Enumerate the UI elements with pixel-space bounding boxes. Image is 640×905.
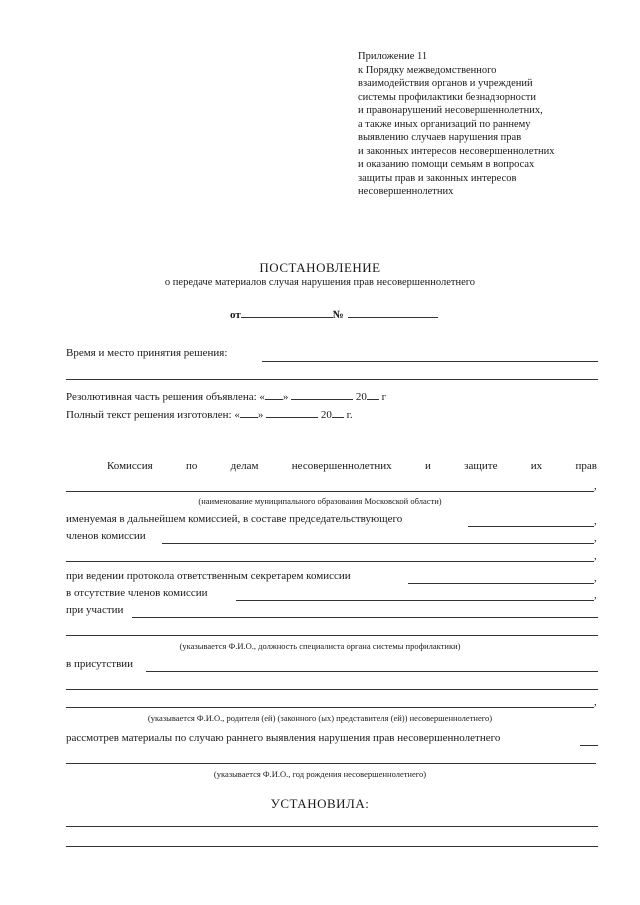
number-blank[interactable] <box>348 305 438 318</box>
caption-specialist: (указывается Ф.И.О., должность специалиста органа системы профилактики) <box>179 641 461 651</box>
time-place-label: Время и место принятия решения: <box>66 347 228 359</box>
appendix-line: и правонарушений несовершеннолетних, <box>358 105 543 116</box>
commission-word: и <box>424 460 431 472</box>
appendix-line: системы профилактики безнадзорности <box>358 91 536 103</box>
established-heading: УСТАНОВИЛА: <box>270 796 370 811</box>
presence-label: в присутствии <box>66 658 134 670</box>
comma: , <box>594 532 597 544</box>
appendix-block <box>358 50 628 199</box>
appendix-line: взаимодействия органов и учреждений <box>358 78 533 89</box>
commission-word: их <box>530 460 543 472</box>
ot-label: от <box>230 309 241 321</box>
year-prefix: 20 <box>320 409 332 421</box>
commission-word: делам <box>230 460 259 472</box>
commission-word: Комиссия <box>107 460 153 472</box>
caption-parents: (указывается Ф.И.О., родителя (ей) (законного (ых) представителя (ей)) несовершеннолетнего) <box>147 713 493 723</box>
full-text-label: Полный текст решения изготовлен: « <box>66 409 240 421</box>
comma: , <box>594 480 597 492</box>
chairman-blank[interactable] <box>468 526 594 527</box>
commission-word: прав <box>575 460 597 472</box>
comma: , <box>594 696 597 708</box>
appendix-line: а также иных организаций по раннему <box>358 118 531 130</box>
quote-close: » <box>257 409 264 421</box>
time-place-blank[interactable] <box>262 361 598 362</box>
hereinafter-label: именуемая в дальнейшем комиссией, в составе председательствующего <box>66 513 403 525</box>
full-text-line <box>66 405 353 421</box>
secretary-label: при ведении протокола ответственным секретарем комиссии <box>66 570 351 582</box>
absence-blank[interactable] <box>236 600 594 601</box>
considered-blank[interactable] <box>580 745 598 746</box>
members-blank-2[interactable] <box>66 561 594 562</box>
time-place-blank-2[interactable] <box>66 379 598 380</box>
appendix-line: несовершеннолетних <box>358 186 454 197</box>
comma: , <box>594 550 597 562</box>
members-label: членов комиссии <box>66 530 146 542</box>
commission-line <box>107 460 597 472</box>
year-suffix: г. <box>346 409 353 421</box>
participation-label: при участии <box>66 604 124 616</box>
date-number-line <box>230 305 438 321</box>
participation-blank-2[interactable] <box>66 635 598 636</box>
commission-word: несовершеннолетних <box>291 460 392 472</box>
appendix-line: и оказанию помощи семьям в вопросах <box>358 159 535 170</box>
full-month-blank[interactable] <box>266 405 318 418</box>
secretary-blank[interactable] <box>408 583 594 584</box>
appendix-line: Приложение 11 <box>358 51 428 62</box>
appendix-line: к Порядку межведомственного <box>358 64 497 76</box>
appendix-line: и законных интересов несовершеннолетних <box>358 145 555 157</box>
commission-word: защите <box>464 460 498 472</box>
quote-close: » <box>282 391 289 403</box>
full-day-blank[interactable] <box>240 405 258 418</box>
year-prefix: 20 <box>355 391 367 403</box>
year-suffix: г <box>381 391 387 403</box>
comma: , <box>594 572 597 584</box>
comma: , <box>594 589 597 601</box>
participation-blank[interactable] <box>132 617 598 618</box>
considered-label: рассмотрев материалы по случаю раннего выявления нарушения прав несовершеннолетнего <box>66 732 501 744</box>
established-blank-2[interactable] <box>66 846 598 847</box>
caption-minor: (указывается Ф.И.О., год рождения несовершеннолетнего) <box>213 769 427 779</box>
appendix-line: защиты прав и законных интересов <box>358 172 517 184</box>
members-blank[interactable] <box>162 543 594 544</box>
presence-blank-2[interactable] <box>66 689 598 690</box>
full-year-blank[interactable] <box>332 405 344 418</box>
appendix-line: выявлению случаев нарушения прав <box>358 132 522 143</box>
resolution-line <box>66 387 386 403</box>
minor-blank[interactable] <box>66 763 596 764</box>
absence-label: в отсутствие членов комиссии <box>66 587 208 599</box>
number-sign: № <box>332 309 344 321</box>
resolution-label: Резолютивная часть решения объявлена: « <box>66 391 265 403</box>
established-blank-1[interactable] <box>66 826 598 827</box>
res-year-blank[interactable] <box>367 387 379 400</box>
municipality-blank[interactable] <box>66 491 594 492</box>
presence-blank[interactable] <box>146 671 598 672</box>
res-day-blank[interactable] <box>265 387 283 400</box>
comma: , <box>594 515 597 527</box>
presence-blank-3[interactable] <box>66 707 594 708</box>
document-subtitle: о передаче материалов случая нарушения прав несовершеннолетнего <box>164 277 476 288</box>
caption-municipality: (наименование муниципального образования Московской области) <box>198 496 442 506</box>
document-title: ПОСТАНОВЛЕНИЕ <box>259 260 381 275</box>
commission-word: по <box>185 460 198 472</box>
res-month-blank[interactable] <box>291 387 353 400</box>
date-blank[interactable] <box>241 305 333 318</box>
